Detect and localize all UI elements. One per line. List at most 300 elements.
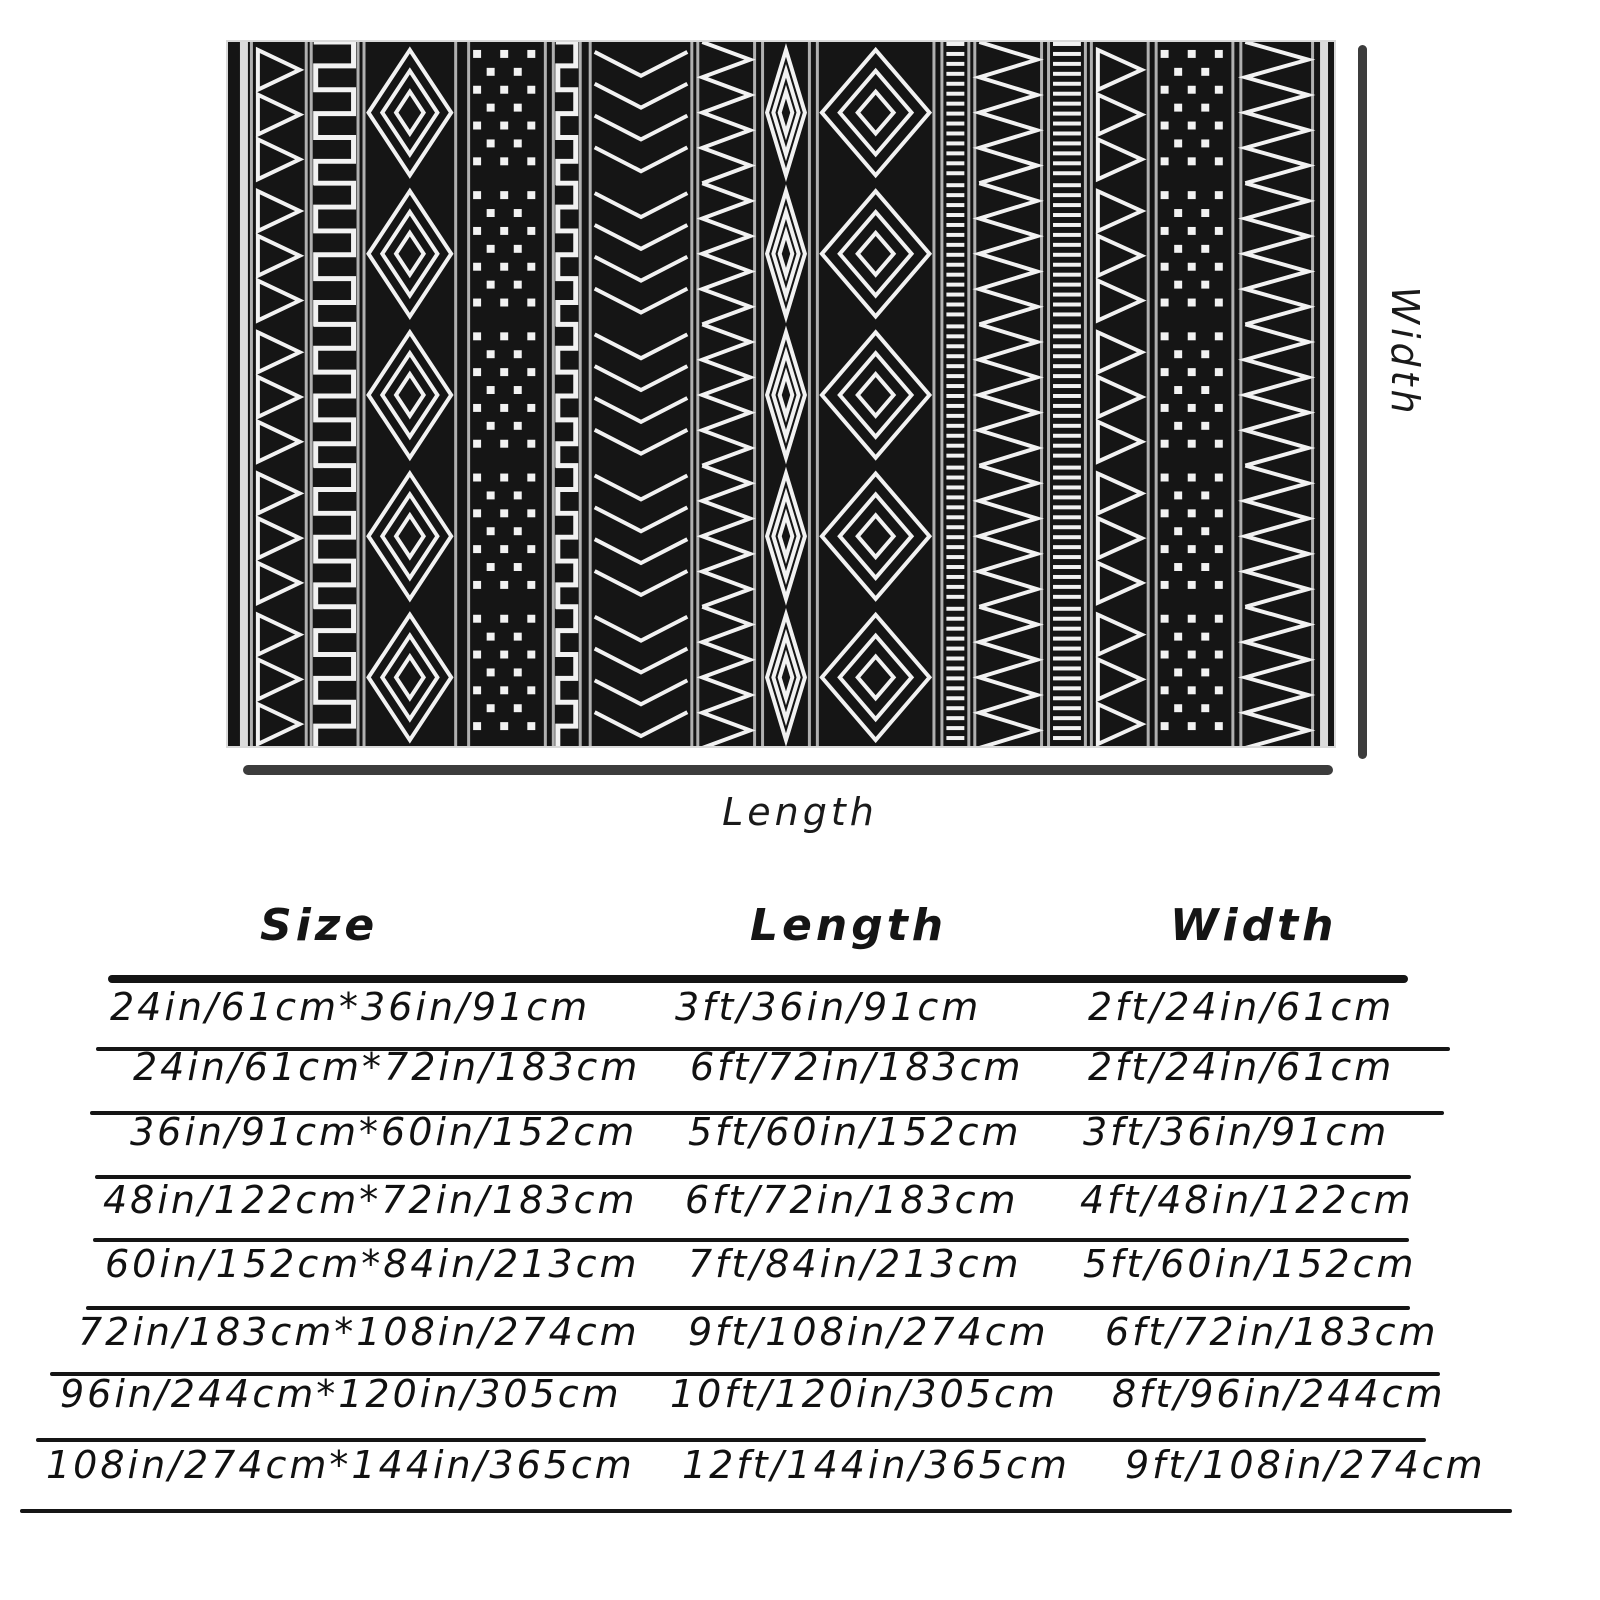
width-cell: 2ft/24in/61cm: [1088, 1045, 1395, 1089]
length-cell: 12ft/144in/365cm: [682, 1443, 1070, 1487]
rug-motif: [1174, 633, 1182, 641]
rug-motif: [487, 563, 495, 571]
rug-motif: [473, 332, 481, 340]
rug-motif: [514, 209, 522, 217]
size-table: [0, 880, 1600, 1600]
rug-motif: [527, 263, 535, 271]
rug-motif: [1053, 525, 1081, 529]
rug-motif: [579, 42, 582, 746]
rug-motif: [527, 440, 535, 448]
rug-motif: [1188, 651, 1196, 659]
length-cell: 6ft/72in/183cm: [690, 1045, 1024, 1089]
rug-motif: [1053, 273, 1081, 277]
rug-motif: [1174, 527, 1182, 535]
rug-motif: [946, 726, 964, 730]
rug-motif: [1215, 122, 1223, 130]
rug-motif: [1053, 364, 1081, 368]
rug-motif: [500, 651, 508, 659]
rug-motif: [946, 424, 964, 428]
size-cell: 60in/152cm*84in/213cm: [105, 1242, 640, 1286]
rug-motif: [473, 191, 481, 199]
rug-motif: [946, 52, 964, 56]
rug-motif: [1201, 422, 1209, 430]
rug-motif: [1201, 704, 1209, 712]
rug-motif: [500, 263, 508, 271]
rug-motif: [1188, 50, 1196, 58]
header-width: Width: [1170, 900, 1338, 951]
rug-motif: [1201, 563, 1209, 571]
rug-motif: [946, 354, 964, 358]
rug-motif: [1053, 354, 1081, 358]
rug-motif: [1090, 42, 1093, 746]
rug-motif: [1053, 736, 1081, 740]
rug-motif: [473, 686, 481, 694]
rug-motif: [500, 722, 508, 730]
size-cell: 96in/244cm*120in/305cm: [60, 1372, 622, 1416]
row-divider: [36, 1438, 1426, 1442]
rug-motif: [946, 161, 964, 165]
rug-motif: [1053, 686, 1081, 690]
rug-motif: [1161, 50, 1169, 58]
rug-motif: [1161, 157, 1169, 165]
rug-motif: [1047, 42, 1050, 746]
rug-motif: [527, 686, 535, 694]
rug-motif: [1053, 585, 1081, 589]
width-cell: 5ft/60in/152cm: [1083, 1242, 1417, 1286]
rug-motif: [1161, 263, 1169, 271]
rug-motif: [1215, 50, 1223, 58]
rug-motif: [527, 157, 535, 165]
length-cell: 3ft/36in/91cm: [675, 985, 982, 1029]
header-divider: [108, 975, 1408, 983]
rug-motif: [946, 243, 964, 247]
rug-motif: [1215, 191, 1223, 199]
rug-motif: [1174, 281, 1182, 289]
rug-motif: [946, 736, 964, 740]
table-row: [0, 1310, 1600, 1380]
rug-motif: [500, 474, 508, 482]
rug-motif: [1053, 434, 1081, 438]
rug-motif: [1215, 474, 1223, 482]
rug-motif: [816, 42, 819, 746]
rug-motif: [946, 344, 964, 348]
rug-motif: [527, 509, 535, 517]
rug-motif: [946, 434, 964, 438]
rug-motif: [946, 273, 964, 277]
width-cell: 2ft/24in/61cm: [1088, 985, 1395, 1029]
rug-motif: [473, 474, 481, 482]
rug-motif: [1215, 686, 1223, 694]
rug-motif: [1188, 332, 1196, 340]
rug-motif: [500, 581, 508, 589]
width-cell: 4ft/48in/122cm: [1080, 1178, 1414, 1222]
rug-motif: [946, 485, 964, 489]
rug-motif: [1053, 545, 1081, 549]
rug-motif: [556, 466, 576, 609]
rug-motif: [527, 50, 535, 58]
rug-motif: [946, 444, 964, 448]
rug-motif: [487, 633, 495, 641]
rug-motif: [1053, 404, 1081, 408]
rug-motif: [487, 386, 495, 394]
rug-motif: [487, 245, 495, 253]
rug-motif: [1053, 617, 1081, 621]
rug-motif: [1053, 293, 1081, 297]
rug-motif: [1215, 332, 1223, 340]
rug-motif: [946, 515, 964, 519]
rug-motif: [1161, 440, 1169, 448]
rug-motif: [500, 191, 508, 199]
length-dimension-line: [243, 765, 1333, 775]
rug-motif: [487, 281, 495, 289]
rug-motif: [946, 283, 964, 287]
rug-motif: [500, 368, 508, 376]
rug-motif: [1161, 404, 1169, 412]
rug-motif: [1053, 627, 1081, 631]
rug-motif: [1174, 139, 1182, 147]
rug-motif: [1053, 466, 1081, 470]
rug-motif: [1201, 668, 1209, 676]
rug-motif: [500, 50, 508, 58]
rug-motif: [946, 627, 964, 631]
rug-motif: [946, 233, 964, 237]
rug-motif: [946, 545, 964, 549]
rug-motif: [946, 454, 964, 458]
rug-motif: [1040, 42, 1043, 746]
rug-motif: [514, 704, 522, 712]
rug-motif: [967, 42, 970, 746]
rug-motif: [527, 651, 535, 659]
table-row: [0, 1045, 1600, 1115]
rug-motif: [1155, 42, 1158, 746]
length-cell: 9ft/108in/274cm: [688, 1310, 1049, 1354]
rug-motif: [1201, 633, 1209, 641]
rug-motif: [1053, 374, 1081, 378]
rug-motif: [1053, 495, 1081, 499]
rug-motif: [487, 668, 495, 676]
rug-motif: [946, 565, 964, 569]
rug-motif: [1053, 505, 1081, 509]
length-dimension-label: Length: [722, 790, 878, 834]
rug-motif: [946, 575, 964, 579]
rug-motif: [1215, 263, 1223, 271]
rug-motif: [1053, 647, 1081, 651]
rug-motif: [1174, 104, 1182, 112]
rug-motif: [946, 394, 964, 398]
rug-motif: [1161, 332, 1169, 340]
length-cell: 5ft/60in/152cm: [688, 1110, 1022, 1154]
rug-motif: [1201, 281, 1209, 289]
rug-motif: [1053, 92, 1081, 96]
rug-motif: [473, 86, 481, 94]
rug-motif: [1161, 722, 1169, 730]
rug-motif: [946, 122, 964, 126]
rug-motif: [487, 139, 495, 147]
rug-motif: [1053, 253, 1081, 257]
rug-motif: [1201, 104, 1209, 112]
rug-motif: [946, 141, 964, 145]
table-row: [0, 1242, 1600, 1312]
width-cell: 6ft/72in/183cm: [1105, 1310, 1439, 1354]
rug-motif: [940, 42, 943, 746]
rug-motif: [1215, 404, 1223, 412]
rug-motif: [487, 209, 495, 217]
rug-motif: [946, 223, 964, 227]
rug-motif: [500, 122, 508, 130]
rug-motif: [1053, 42, 1081, 46]
rug-motif: [514, 104, 522, 112]
rug-motif: [1215, 157, 1223, 165]
rug-motif: [1188, 86, 1196, 94]
rug-motif: [1053, 112, 1081, 116]
rug-motif: [1161, 86, 1169, 94]
rug-motif: [1053, 726, 1081, 730]
rug-motif: [753, 42, 756, 746]
rug-motif: [1053, 122, 1081, 126]
rug-motif: [1161, 227, 1169, 235]
rug-motif: [946, 112, 964, 116]
rug-motif: [1053, 213, 1081, 217]
rug-motif: [500, 509, 508, 517]
rug-motif: [1201, 386, 1209, 394]
rug-motif: [454, 42, 457, 746]
rug-motif: [1053, 716, 1081, 720]
rug-motif: [514, 668, 522, 676]
rug-motif: [946, 193, 964, 197]
rug-motif: [1053, 193, 1081, 197]
rug-motif: [761, 42, 764, 746]
rug-motif: [527, 474, 535, 482]
size-cell: 108in/274cm*144in/365cm: [46, 1443, 635, 1487]
rug-motif: [946, 364, 964, 368]
rug-motif: [240, 42, 248, 746]
rug-motif: [946, 131, 964, 135]
rug-motif: [514, 491, 522, 499]
rug-motif: [500, 299, 508, 307]
rug-motif: [589, 42, 592, 746]
rug-motif: [1161, 651, 1169, 659]
width-cell: 8ft/96in/244cm: [1112, 1372, 1446, 1416]
rug-motif: [1311, 42, 1314, 746]
rug-motif: [1201, 245, 1209, 253]
rug-motif: [1053, 171, 1081, 175]
rug-motif: [946, 102, 964, 106]
rug-motif: [1161, 474, 1169, 482]
rug-motif: [1174, 68, 1182, 76]
rug-motif: [487, 527, 495, 535]
rug-motif: [473, 581, 481, 589]
width-cell: 3ft/36in/91cm: [1083, 1110, 1390, 1154]
rug-motif: [1201, 209, 1209, 217]
rug-motif: [514, 563, 522, 571]
rug-motif: [1188, 368, 1196, 376]
rug-motif: [473, 227, 481, 235]
rug-motif: [514, 139, 522, 147]
rug-motif: [1174, 422, 1182, 430]
rug-motif: [1161, 615, 1169, 623]
rug-motif: [1188, 615, 1196, 623]
rug-motif: [946, 303, 964, 307]
rug-motif: [1053, 595, 1081, 599]
rug-motif: [556, 324, 576, 467]
rug-motif: [500, 440, 508, 448]
rug-motif: [1215, 509, 1223, 517]
rug-motif: [1053, 565, 1081, 569]
rug-motif: [514, 281, 522, 289]
rug-motif: [487, 68, 495, 76]
rug-motif: [527, 227, 535, 235]
rug-motif: [946, 263, 964, 267]
rug-motif: [946, 414, 964, 418]
rug-motif: [1231, 42, 1234, 746]
rug-motif: [946, 203, 964, 207]
rug-motif: [314, 183, 354, 326]
rug-motif: [527, 368, 535, 376]
rug-motif: [946, 555, 964, 559]
rug-motif: [946, 657, 964, 661]
rug-motif: [1174, 563, 1182, 571]
rug-motif: [487, 491, 495, 499]
rug-motif: [544, 42, 547, 746]
rug-motif: [946, 607, 964, 611]
rug-motif: [1053, 161, 1081, 165]
rug-motif: [1188, 440, 1196, 448]
rug-motif: [487, 422, 495, 430]
rug-motif: [514, 527, 522, 535]
rug-motif: [946, 384, 964, 388]
rug-motif: [1201, 68, 1209, 76]
rug-motif: [527, 615, 535, 623]
rug-motif: [1188, 157, 1196, 165]
length-cell: 7ft/84in/213cm: [688, 1242, 1022, 1286]
rug-motif: [500, 157, 508, 165]
rug-motif: [1161, 509, 1169, 517]
rug-motif: [527, 404, 535, 412]
rug-motif: [1215, 651, 1223, 659]
rug-motif: [305, 42, 308, 746]
rug-motif: [1161, 368, 1169, 376]
header-size: Size: [260, 900, 379, 951]
rug-motif: [1201, 527, 1209, 535]
rug-motif: [1188, 722, 1196, 730]
rug-motif: [946, 92, 964, 96]
rug-motif: [527, 332, 535, 340]
rug-pattern: [228, 42, 1334, 746]
rug-motif: [1053, 637, 1081, 641]
rug-motif: [946, 183, 964, 187]
rug-motif: [500, 545, 508, 553]
rug-motif: [514, 68, 522, 76]
rug-motif: [1053, 575, 1081, 579]
rug-motif: [946, 637, 964, 641]
rug-motif: [473, 263, 481, 271]
size-cell: 36in/91cm*60in/152cm: [130, 1110, 638, 1154]
rug-motif: [946, 312, 964, 316]
rug-motif: [946, 647, 964, 651]
rug-motif: [1053, 141, 1081, 145]
rug-motif: [500, 227, 508, 235]
rug-motif: [1320, 42, 1328, 746]
size-cell: 24in/61cm*36in/91cm: [110, 985, 591, 1029]
rug-motif: [1053, 454, 1081, 458]
rug-motif: [1053, 444, 1081, 448]
rug-motif: [314, 42, 354, 185]
rug-motif: [1053, 666, 1081, 670]
rug-motif: [467, 42, 470, 746]
rug-motif: [1053, 657, 1081, 661]
rug-motif: [363, 42, 366, 746]
rug-motif: [1161, 581, 1169, 589]
rug-motif: [946, 696, 964, 700]
rug-motif: [1053, 243, 1081, 247]
rug-motif: [946, 334, 964, 338]
rug-motif: [514, 245, 522, 253]
rug-motif: [1188, 122, 1196, 130]
rug-motif: [473, 440, 481, 448]
rug-motif: [946, 253, 964, 257]
rug-motif: [946, 595, 964, 599]
length-cell: 10ft/120in/305cm: [670, 1372, 1058, 1416]
rug-motif: [500, 615, 508, 623]
rug-motif: [946, 716, 964, 720]
rug-motif: [514, 422, 522, 430]
rug-image: [226, 40, 1336, 748]
rug-motif: [473, 368, 481, 376]
rug-motif: [1053, 485, 1081, 489]
rug-motif: [946, 82, 964, 86]
rug-motif: [946, 525, 964, 529]
rug-motif: [1053, 203, 1081, 207]
rug-motif: [1174, 704, 1182, 712]
rug-motif: [946, 151, 964, 155]
rug-motif: [1201, 491, 1209, 499]
rug-motif: [473, 122, 481, 130]
rug-motif: [527, 722, 535, 730]
rug-motif: [1188, 686, 1196, 694]
rug-motif: [946, 585, 964, 589]
rug-motif: [1053, 555, 1081, 559]
rug-motif: [932, 42, 935, 746]
rug-motif: [946, 72, 964, 76]
rug-motif: [1174, 491, 1182, 499]
rug-motif: [946, 171, 964, 175]
rug-motif: [473, 545, 481, 553]
rug-motif: [552, 42, 555, 746]
rug-motif: [500, 404, 508, 412]
rug-motif: [473, 404, 481, 412]
rug-motif: [1161, 122, 1169, 130]
table-row: [0, 1443, 1600, 1513]
rug-motif: [556, 42, 576, 185]
rug-motif: [1084, 42, 1087, 746]
rug-motif: [1188, 299, 1196, 307]
rug-motif: [1188, 545, 1196, 553]
rug-motif: [1188, 191, 1196, 199]
rug-motif: [1188, 581, 1196, 589]
rug-motif: [250, 42, 253, 746]
rug-motif: [1053, 303, 1081, 307]
rug-motif: [1215, 722, 1223, 730]
rug-motif: [946, 466, 964, 470]
rug-motif: [1053, 476, 1081, 480]
rug-motif: [500, 332, 508, 340]
header-length: Length: [750, 900, 948, 951]
rug-motif: [1053, 535, 1081, 539]
rug-motif: [946, 617, 964, 621]
rug-motif: [473, 615, 481, 623]
rug-motif: [1147, 42, 1150, 746]
rug-motif: [1188, 227, 1196, 235]
